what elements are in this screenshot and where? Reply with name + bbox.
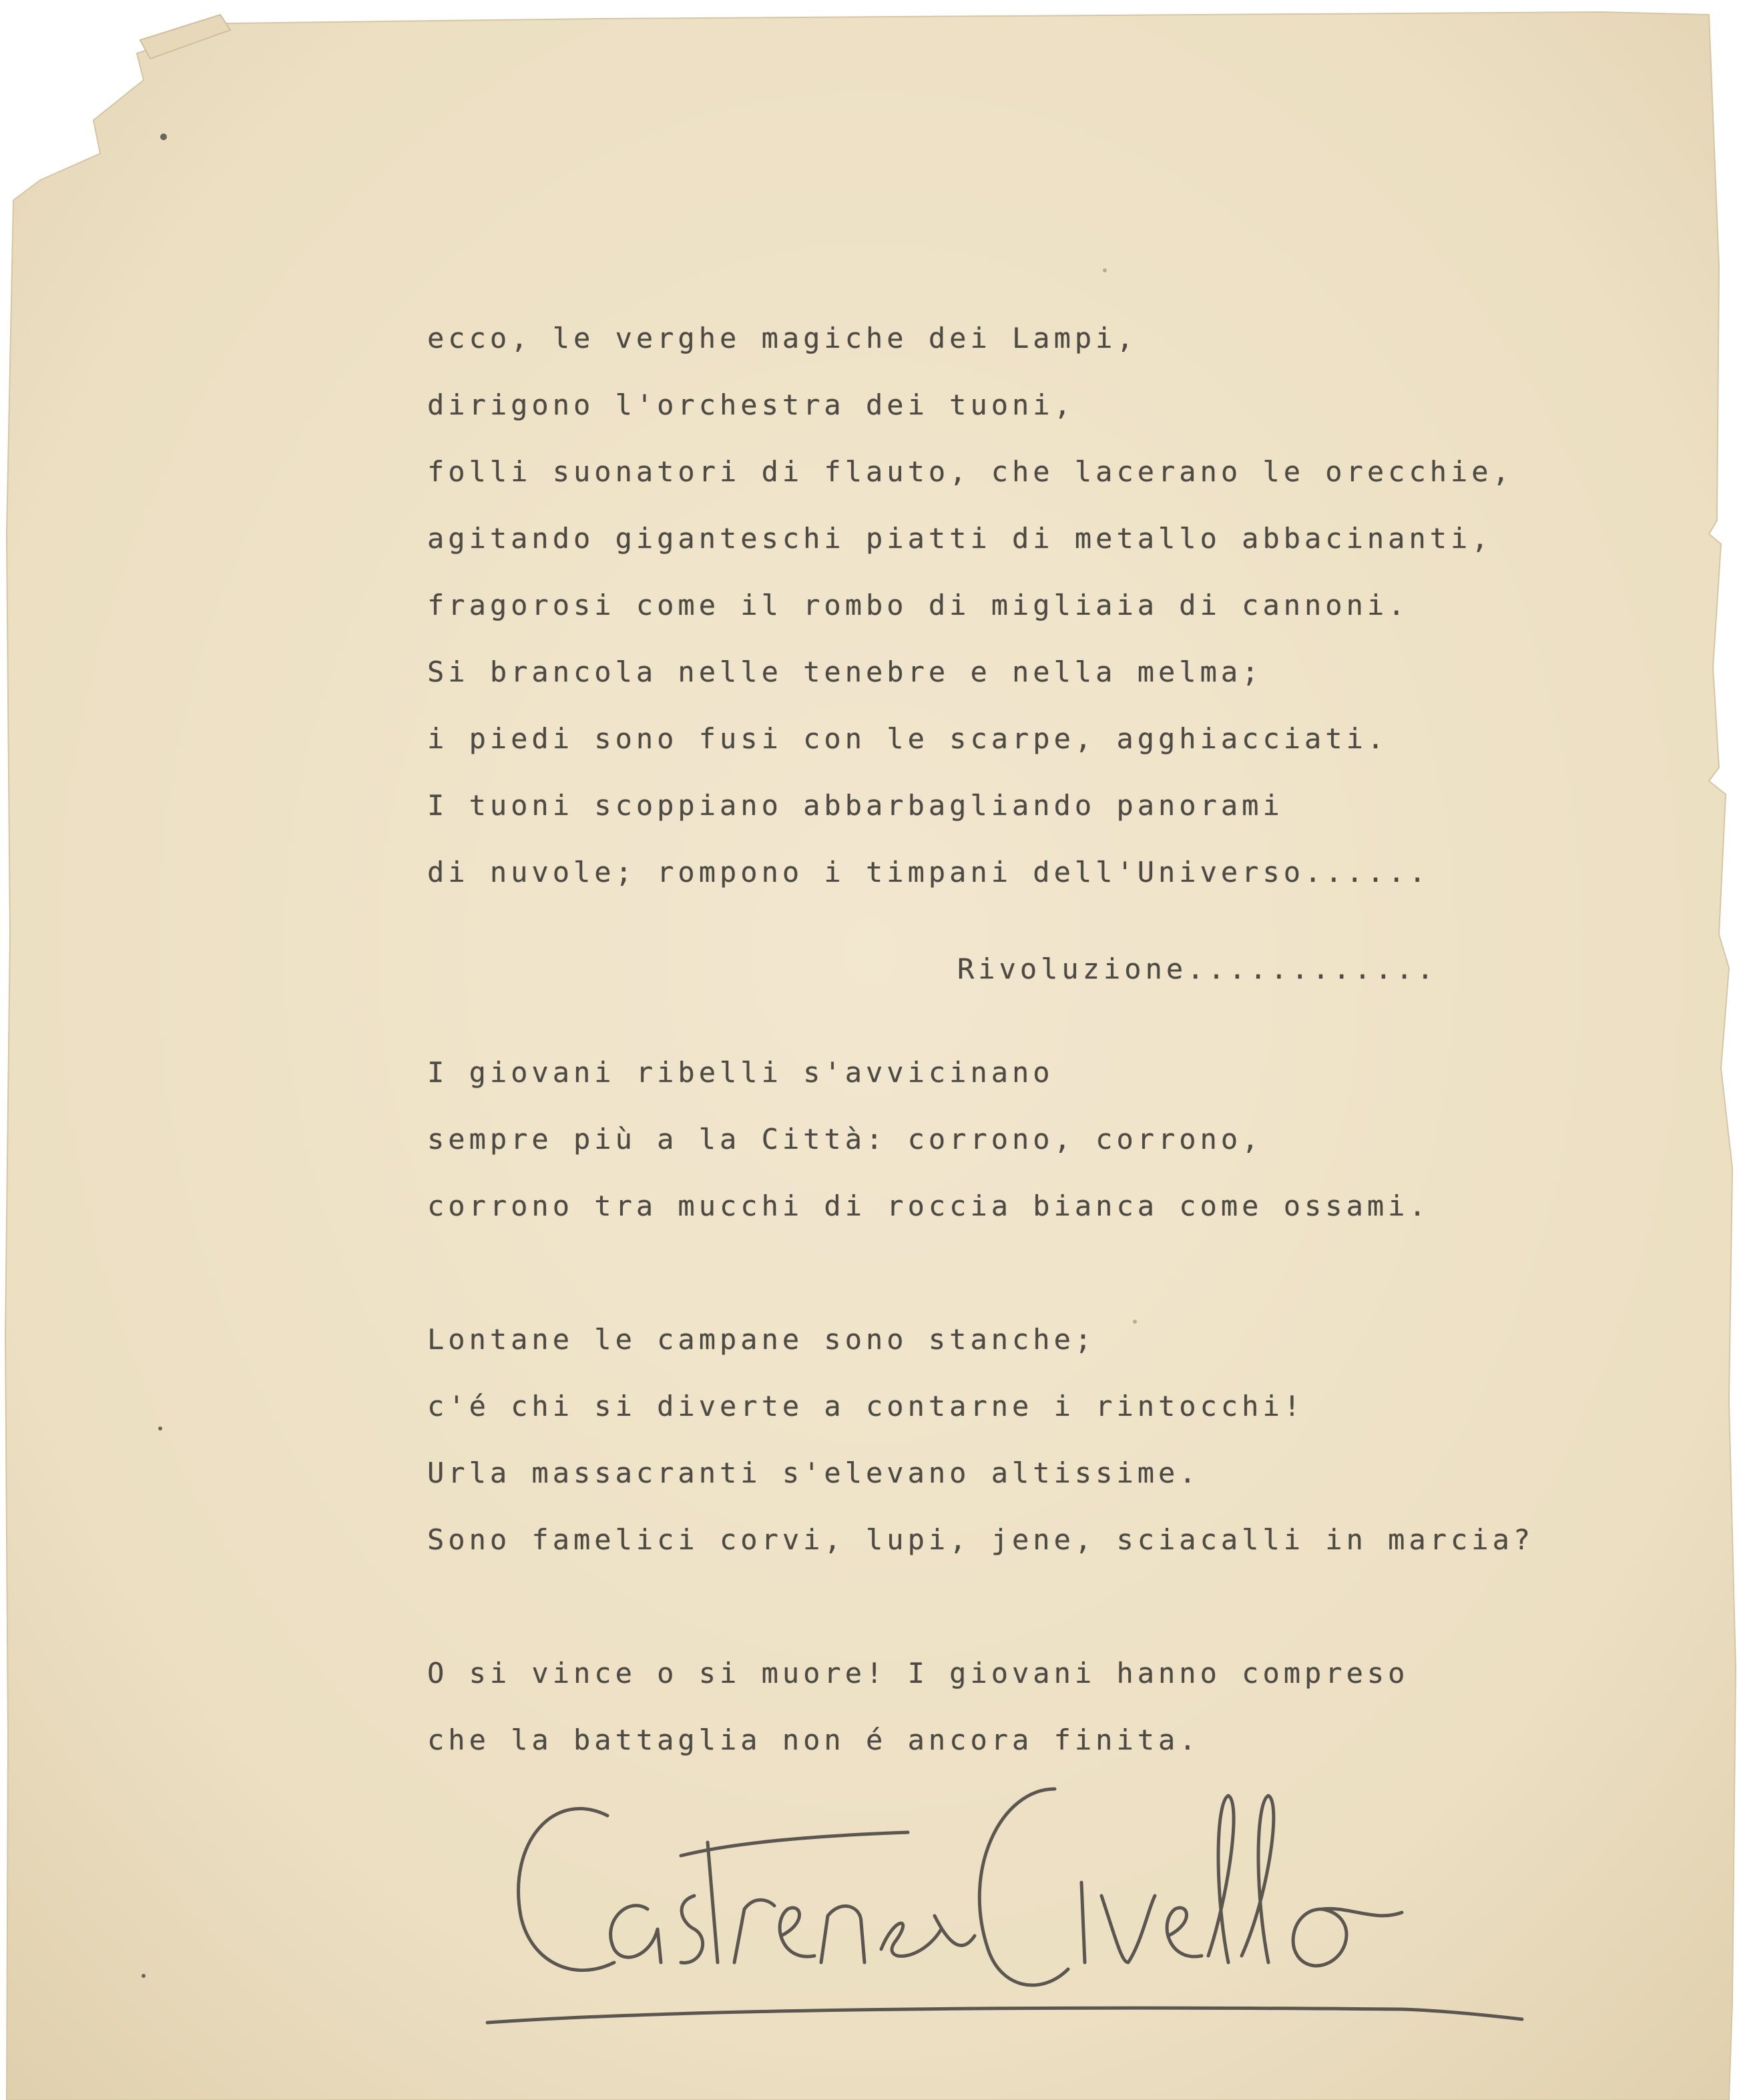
poem-line: che la battaglia non é ancora finita. xyxy=(427,1724,1200,1756)
poem-line: Sono famelici corvi, lupi, jene, sciacalli in marcia? xyxy=(427,1523,1535,1556)
poem-line: I giovani ribelli s'avvicinano xyxy=(427,1056,1054,1089)
poem-line: folli suonatori di flauto, che lacerano le orecchie, xyxy=(427,455,1513,488)
poem-line: di nuvole; rompono i timpani dell'Universo...... xyxy=(427,856,1430,888)
poem-line: ecco, le verghe magiche dei Lampi, xyxy=(427,322,1138,354)
poem-line: Urla massacranti s'elevano altissime. xyxy=(427,1457,1200,1489)
poem-line: agitando giganteschi piatti di metallo abbacinanti, xyxy=(427,522,1493,555)
section-heading: Rivoluzione............ xyxy=(957,953,1438,985)
poem-line: fragorosi come il rombo di migliaia di cannoni. xyxy=(427,589,1409,621)
poem-line: corrono tra mucchi di roccia bianca come ossami. xyxy=(427,1190,1430,1222)
poem-line: O si vince o si muore! I giovani hanno compreso xyxy=(427,1657,1409,1689)
handwritten-signature xyxy=(481,1762,1549,2043)
poem-line: c'é chi si diverte a contarne i rintocchi! xyxy=(427,1390,1305,1422)
poem-line: Lontane le campane sono stanche; xyxy=(427,1323,1096,1356)
poem-line: Si brancola nelle tenebre e nella melma; xyxy=(427,655,1263,688)
poem-line: dirigono l'orchestra dei tuoni, xyxy=(427,388,1075,421)
poem-line: I tuoni scoppiano abbarbagliando panorami xyxy=(427,789,1284,822)
poem-line: sempre più a la Città: corrono, corrono, xyxy=(427,1123,1263,1155)
poem-line: i piedi sono fusi con le scarpe, agghiacciati. xyxy=(427,722,1389,755)
